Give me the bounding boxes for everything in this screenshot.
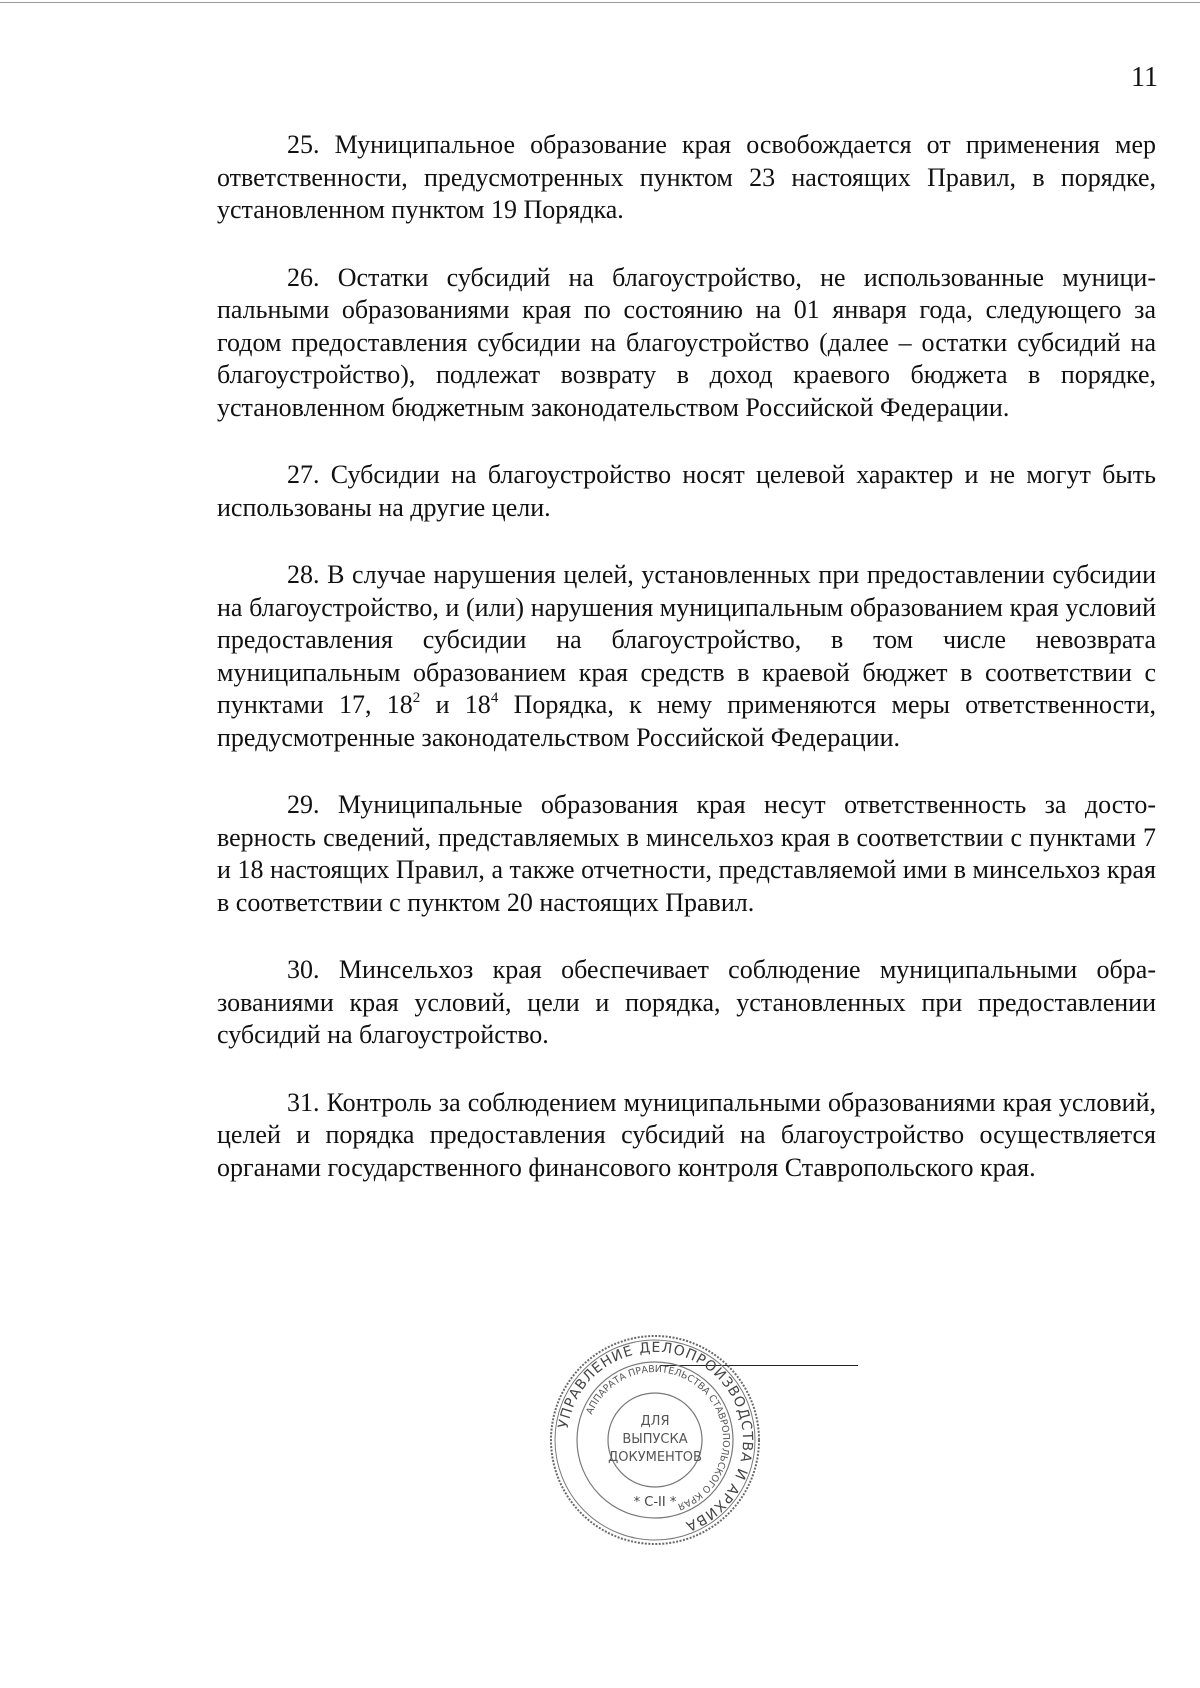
paragraph-28-text-end: Порядка, к нему применяются меры ответственности, предусмотренные законодательством Российской Федерации.: [217, 690, 1156, 752]
stamp-outer-text: УПРАВЛЕНИЕ ДЕЛОПРОИЗВОДСТВА И АРХИВА: [555, 1339, 756, 1535]
page-number: 11: [1131, 62, 1158, 93]
stamp-seal-icon: [545, 1330, 765, 1550]
stamp-center-line-2: ВЫПУСКА: [622, 1432, 688, 1447]
paragraph-26: 26. Остатки субсидий на благоустройство, не использованные муниципальными образованиями края по состоянию на 01 января года, следующего за годом предоставления субсидии на благоустройство (далее – остатки субсидий на благоустройство), подлежат возврату в доход краевого бюджета в порядке, установленном бюджетным законодательством Российской Федерации.: [217, 262, 1156, 422]
stamp-middle-text: АППАРАТА ПРАВИТЕЛЬСТВА СТАВРОПОЛЬСКОГО КРАЯ: [584, 1363, 732, 1512]
paragraph-25: 25. Муниципальное образование края освобождается от применения мер ответственности, предусмотренных пунктом 23 настоящих Правил, в порядке, установленном пунктом 19 Порядка.: [217, 130, 1156, 224]
paragraph-30: 30. Минсельхоз края обеспечивает соблюдение муниципальными образованиями края условий, цели и порядка, установленных при предоставлении субсидий на благоустройство.: [217, 955, 1156, 1049]
paragraph-28-text-start: 28. В случае нарушения целей, установленных при предоставлении субсидии на благоустройство, и (или) нарушения муниципальным образованием края условий предоставления субсидии на благоустройство, в том числе невозврата муниципальным образованием края средств в краевой бюджет в соответствии с пунктами 17, 18: [217, 560, 1156, 719]
paragraph-29: 29. Муниципальные образования края несут ответственность за достоверность сведений, представляемых в минсельхоз края в соответствии с пунктами 7 и 18 настоящих Правил, а также отчетности, представляемой ими в минсельхоз края в соответствии с пунктом 20 настоящих Правил.: [217, 790, 1156, 917]
superscript-2: 2: [412, 690, 421, 706]
document-body: [217, 129, 1156, 1219]
scan-top-edge: [0, 2, 1200, 3]
stamp-code: * С-II *: [633, 1495, 677, 1510]
official-stamp: [545, 1330, 765, 1550]
stamp-center-line-1: ДЛЯ: [640, 1414, 670, 1429]
paragraph-31: 31. Контроль за соблюдением муниципальными образованиями края условий, целей и порядка предоставления субсидий на благоустройство осуществляется органами государственного финансового контроля Ставропольского края.: [217, 1087, 1156, 1182]
superscript-4: 4: [490, 690, 499, 706]
stamp-center-line-3: ДОКУМЕНТОВ: [608, 1450, 702, 1465]
paragraph-28-text-middle: и 18: [420, 690, 491, 719]
paragraph-28: [217, 559, 1156, 754]
paragraph-27: 27. Субсидии на благоустройство носят целевой характер и не могут быть использованы на другие цели.: [217, 460, 1156, 522]
